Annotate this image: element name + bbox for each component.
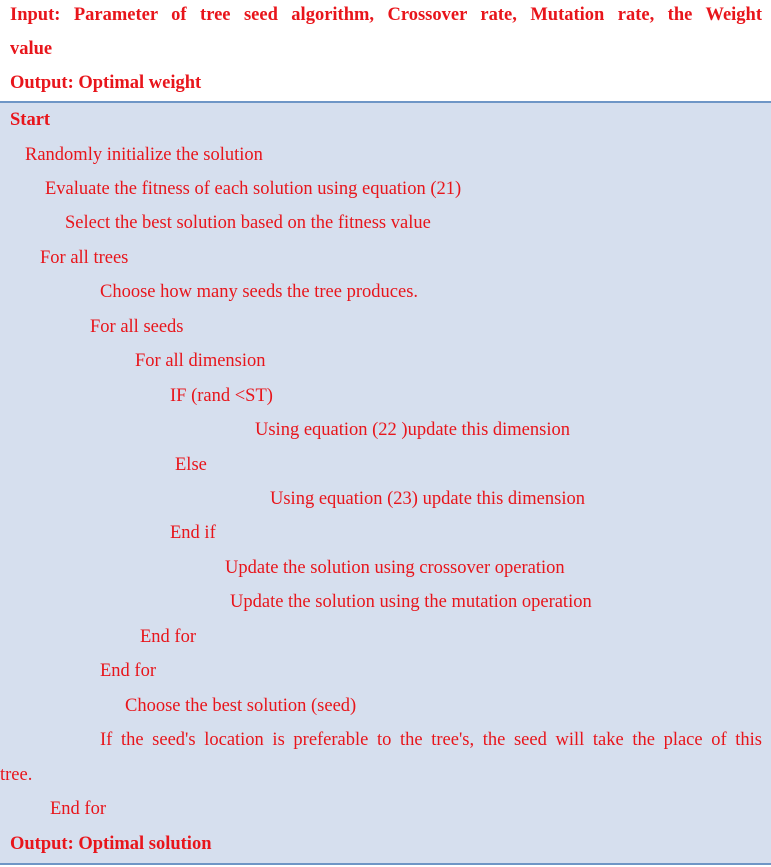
algorithm-header — [0, 0, 771, 103]
algorithm-step: For all seeds — [90, 317, 184, 337]
algorithm-step: Update the solution using crossover operation — [225, 558, 565, 578]
algorithm-step: Choose the best solution (seed) — [125, 696, 357, 716]
algorithm-step: Randomly initialize the solution — [25, 145, 263, 165]
algorithm-step: Using equation (23) update this dimension — [270, 489, 585, 509]
algorithm-step: If the seed's location is preferable to the tree's, the seed will take the place of this — [100, 730, 762, 750]
output-line: Output: Optimal weight — [10, 73, 202, 93]
algorithm-step: IF (rand <ST) — [170, 386, 273, 406]
algorithm-step: End if — [170, 523, 216, 543]
algorithm-step: Choose how many seeds the tree produces. — [100, 282, 419, 302]
algorithm-step: End for — [50, 799, 106, 819]
algorithm-step: For all trees — [40, 248, 129, 268]
output-result: Output: Optimal solution — [10, 834, 212, 854]
input-line: Input: Parameter of tree seed algorithm, Crossover rate, Mutation rate, the Weight — [10, 5, 762, 25]
algorithm-step: End for — [140, 627, 196, 647]
algorithm-step: Else — [175, 455, 207, 475]
algorithm-body — [0, 103, 771, 865]
algorithm-step: Evaluate the fitness of each solution using equation (21) — [45, 179, 462, 199]
input-line-continued: value — [10, 39, 53, 59]
algorithm-step: Update the solution using the mutation operation — [230, 592, 592, 612]
algorithm-step: tree. — [0, 765, 33, 785]
algorithm-step: End for — [100, 661, 156, 681]
algorithm-step: Select the best solution based on the fitness value — [65, 213, 431, 233]
start-keyword: Start — [10, 110, 51, 130]
algorithm-step: For all dimension — [135, 351, 266, 371]
algorithm-step: Using equation (22 )update this dimension — [255, 420, 570, 440]
